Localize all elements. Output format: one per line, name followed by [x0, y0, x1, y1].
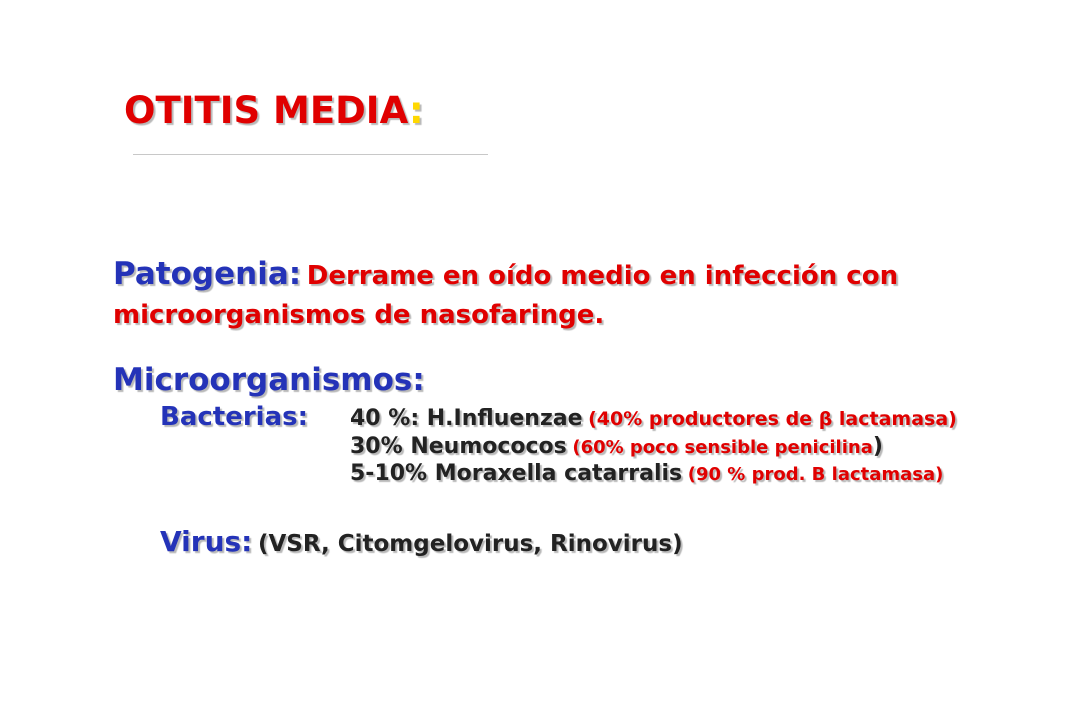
- bacteria-2-detail: (60% poco sensible penicilina: [572, 437, 873, 458]
- bacterias-line-1: [160, 400, 957, 434]
- bacterias-label: Bacterias:: [160, 402, 308, 432]
- title-text: OTITIS MEDIA: [124, 89, 409, 132]
- patogenia-text-2: microorganismos de nasofaringe.: [113, 300, 605, 330]
- patogenia-line-2: [113, 298, 604, 332]
- bacteria-2-main: 30% Neumococos: [350, 434, 567, 459]
- patogenia-label: Patogenia:: [113, 256, 302, 292]
- bacteria-1-detail: (40% productores de β lactamasa): [588, 408, 957, 430]
- virus-list: (VSR, Citomgelovirus, Rinovirus): [257, 531, 683, 557]
- virus-line: [160, 524, 683, 562]
- bacteria-1-main: 40 %: H.Influenzae: [350, 406, 583, 431]
- bacteria-3-detail: (90 % prod. B lactamasa): [687, 464, 944, 485]
- patogenia-text-1: Derrame en oído medio en infección con: [306, 261, 899, 291]
- title-colon: :: [408, 89, 424, 132]
- bacterias-line-3: [350, 459, 943, 490]
- bacteria-3-main: 5-10% Moraxella catarralis: [350, 461, 683, 486]
- title-underline: [133, 154, 488, 155]
- virus-label: Virus:: [160, 525, 253, 558]
- patogenia-line-1: [113, 254, 898, 294]
- slide-title: [124, 88, 424, 134]
- bacteria-2-close-paren: ): [872, 434, 883, 459]
- microorganismos-heading: [113, 360, 425, 400]
- microorganismos-label: Microorganismos:: [113, 362, 425, 398]
